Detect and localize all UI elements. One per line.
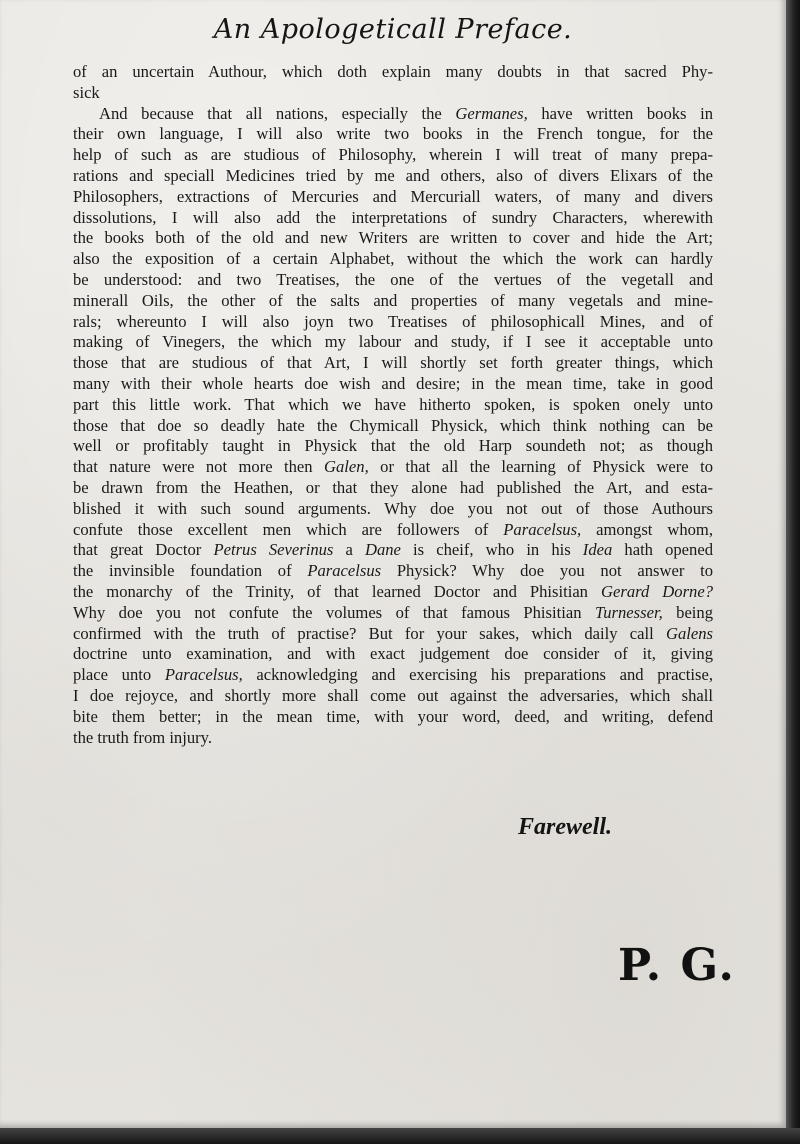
text-run: well or profitably taught in Physick that the old Harp soundeth not; as though — [73, 436, 713, 456]
text-line — [73, 104, 713, 125]
italic-name: Paracelsus, — [164, 665, 243, 685]
text-line — [73, 353, 713, 374]
text-run: Physick? Why doe you not answer to — [381, 561, 713, 581]
text-line — [73, 228, 713, 249]
italic-name: Paracelsus — [307, 561, 382, 581]
text-run: I doe rejoyce, and shortly more shall come out against the adversaries, which shall — [73, 685, 713, 705]
text-line — [73, 166, 713, 187]
text-line — [73, 332, 713, 353]
text-line: sick — [73, 82, 100, 102]
italic-name: Galen, — [324, 457, 369, 477]
text-line — [73, 624, 713, 645]
text-line — [73, 603, 713, 624]
body-text — [73, 62, 713, 748]
text-run: amongst whom, — [581, 519, 713, 539]
paragraph-2 — [73, 104, 713, 749]
text-run: the monarchy of the Trinity, of that learned Doctor and Phisitian — [73, 581, 602, 601]
signature-initials: P. G. — [618, 940, 736, 991]
text-run: confirmed with the truth of practise? But for your sakes, which daily call — [73, 623, 666, 643]
italic-name: Paracelsus, — [503, 519, 582, 539]
text-run: Why doe you not confute the volumes of that famous Phisitian — [73, 602, 595, 622]
text-run: the truth from injury. — [73, 727, 213, 747]
text-run: bite them better; in the mean time, with your word, deed, and writing, defend — [73, 706, 713, 726]
text-run: minerall Oils, the other of the salts and properties of many vegetals and mine- — [73, 290, 713, 310]
text-line — [73, 249, 713, 270]
text-line — [73, 270, 713, 291]
text-run: doctrine unto examination, and with exact judgement doe consider of it, giving — [73, 644, 713, 664]
text-run: those that are studious of that Art, I will shortly set forth greater things, which — [73, 353, 713, 373]
text-run: those that doe so deadly hate the Chymicall Physick, which think nothing can be — [73, 415, 713, 435]
text-line — [73, 457, 713, 478]
text-line — [73, 561, 713, 582]
text-run: dissolutions, I will also add the interpretations of sundry Characters, wherewith — [73, 207, 713, 227]
page-edge-shadow — [0, 1128, 800, 1144]
page-edge-shadow — [786, 0, 800, 1144]
italic-name: Turnesser, — [594, 602, 663, 622]
text-run: rals; whereunto I will also joyn two Treatises of philosophicall Mines, and of — [73, 311, 713, 331]
text-run: confute those excellent men which are followers of — [73, 519, 504, 539]
text-line — [73, 728, 713, 749]
text-line — [73, 436, 713, 457]
text-run: is cheif, who in his — [400, 540, 583, 560]
text-run: have written books in — [527, 103, 713, 123]
text-run: Philosophers, extractions of Mercuries and Mercuriall waters, of many and divers — [73, 186, 713, 206]
text-run: be drawn from the Heathen, or that they alone had published the Art, and esta- — [73, 477, 713, 497]
text-line — [73, 686, 713, 707]
closing-farewell: Farewell. — [518, 814, 612, 840]
text-line — [73, 374, 713, 395]
text-line — [73, 291, 713, 312]
text-run: And because that all nations, especially the — [99, 103, 456, 123]
text-run: help of such as are studious of Philosophy, wherein I will treat of many prepa- — [73, 145, 713, 165]
text-run: the books both of the old and new Writers are written to cover and hide the Art; — [73, 228, 713, 248]
text-run: be understood: and two Treatises, the one of the vertues of the vegetall and — [73, 269, 713, 289]
text-line — [73, 312, 713, 333]
text-run: also the exposition of a certain Alphabet, without the which the work can hardly — [73, 249, 713, 269]
running-head: An Apologeticall Preface. — [213, 14, 573, 45]
text-run: many with their whole hearts doe wish and desire; in the mean time, take in good — [73, 373, 713, 393]
text-run: part this little work. That which we have hitherto spoken, is spoken onely unto — [73, 394, 713, 414]
text-run: blished it with such sound arguments. Why doe you not out of those Authours — [73, 498, 713, 518]
text-line — [73, 187, 713, 208]
italic-name: Germanes, — [455, 103, 528, 123]
text-line — [73, 499, 713, 520]
text-run: being — [662, 602, 714, 622]
text-run: making of Vinegers, the which my labour and study, if I see it acceptable unto — [73, 332, 713, 352]
text-run: or that all the learning of Physick were to — [368, 457, 714, 477]
text-line — [73, 707, 713, 728]
text-run: that great Doctor — [73, 540, 214, 560]
text-run: a — [333, 540, 365, 560]
italic-name: Galens — [665, 623, 713, 643]
text-line — [73, 478, 713, 499]
italic-name: Gerard Dorne? — [601, 581, 714, 601]
text-run: place unto — [73, 665, 165, 685]
text-line — [73, 644, 713, 665]
text-run: rations and speciall Medicines tried by me and others, also of divers Elixars of the — [73, 165, 713, 185]
text-line — [73, 145, 713, 166]
text-run: that nature were not more then — [73, 457, 325, 477]
text-line — [73, 416, 713, 437]
text-run: the invinsible foundation of — [73, 561, 308, 581]
italic-name: Idea — [582, 540, 613, 560]
text-line — [73, 582, 713, 603]
italic-name: Petrus Severinus — [213, 540, 334, 560]
text-line: of an uncertain Authour, which doth explain many doubts in that sacred Phy- — [73, 62, 713, 81]
text-run: acknowledging and exercising his preparations and practise, — [242, 665, 713, 685]
text-run: hath opened — [612, 540, 713, 560]
text-line — [73, 208, 713, 229]
text-line — [73, 124, 713, 145]
italic-name: Dane — [364, 540, 401, 560]
text-line — [73, 520, 713, 541]
text-line — [73, 395, 713, 416]
text-run: their own language, I will also write two books in the French tongue, for the — [73, 124, 713, 144]
text-line — [73, 540, 713, 561]
paragraph-1 — [73, 62, 713, 104]
text-line — [73, 665, 713, 686]
